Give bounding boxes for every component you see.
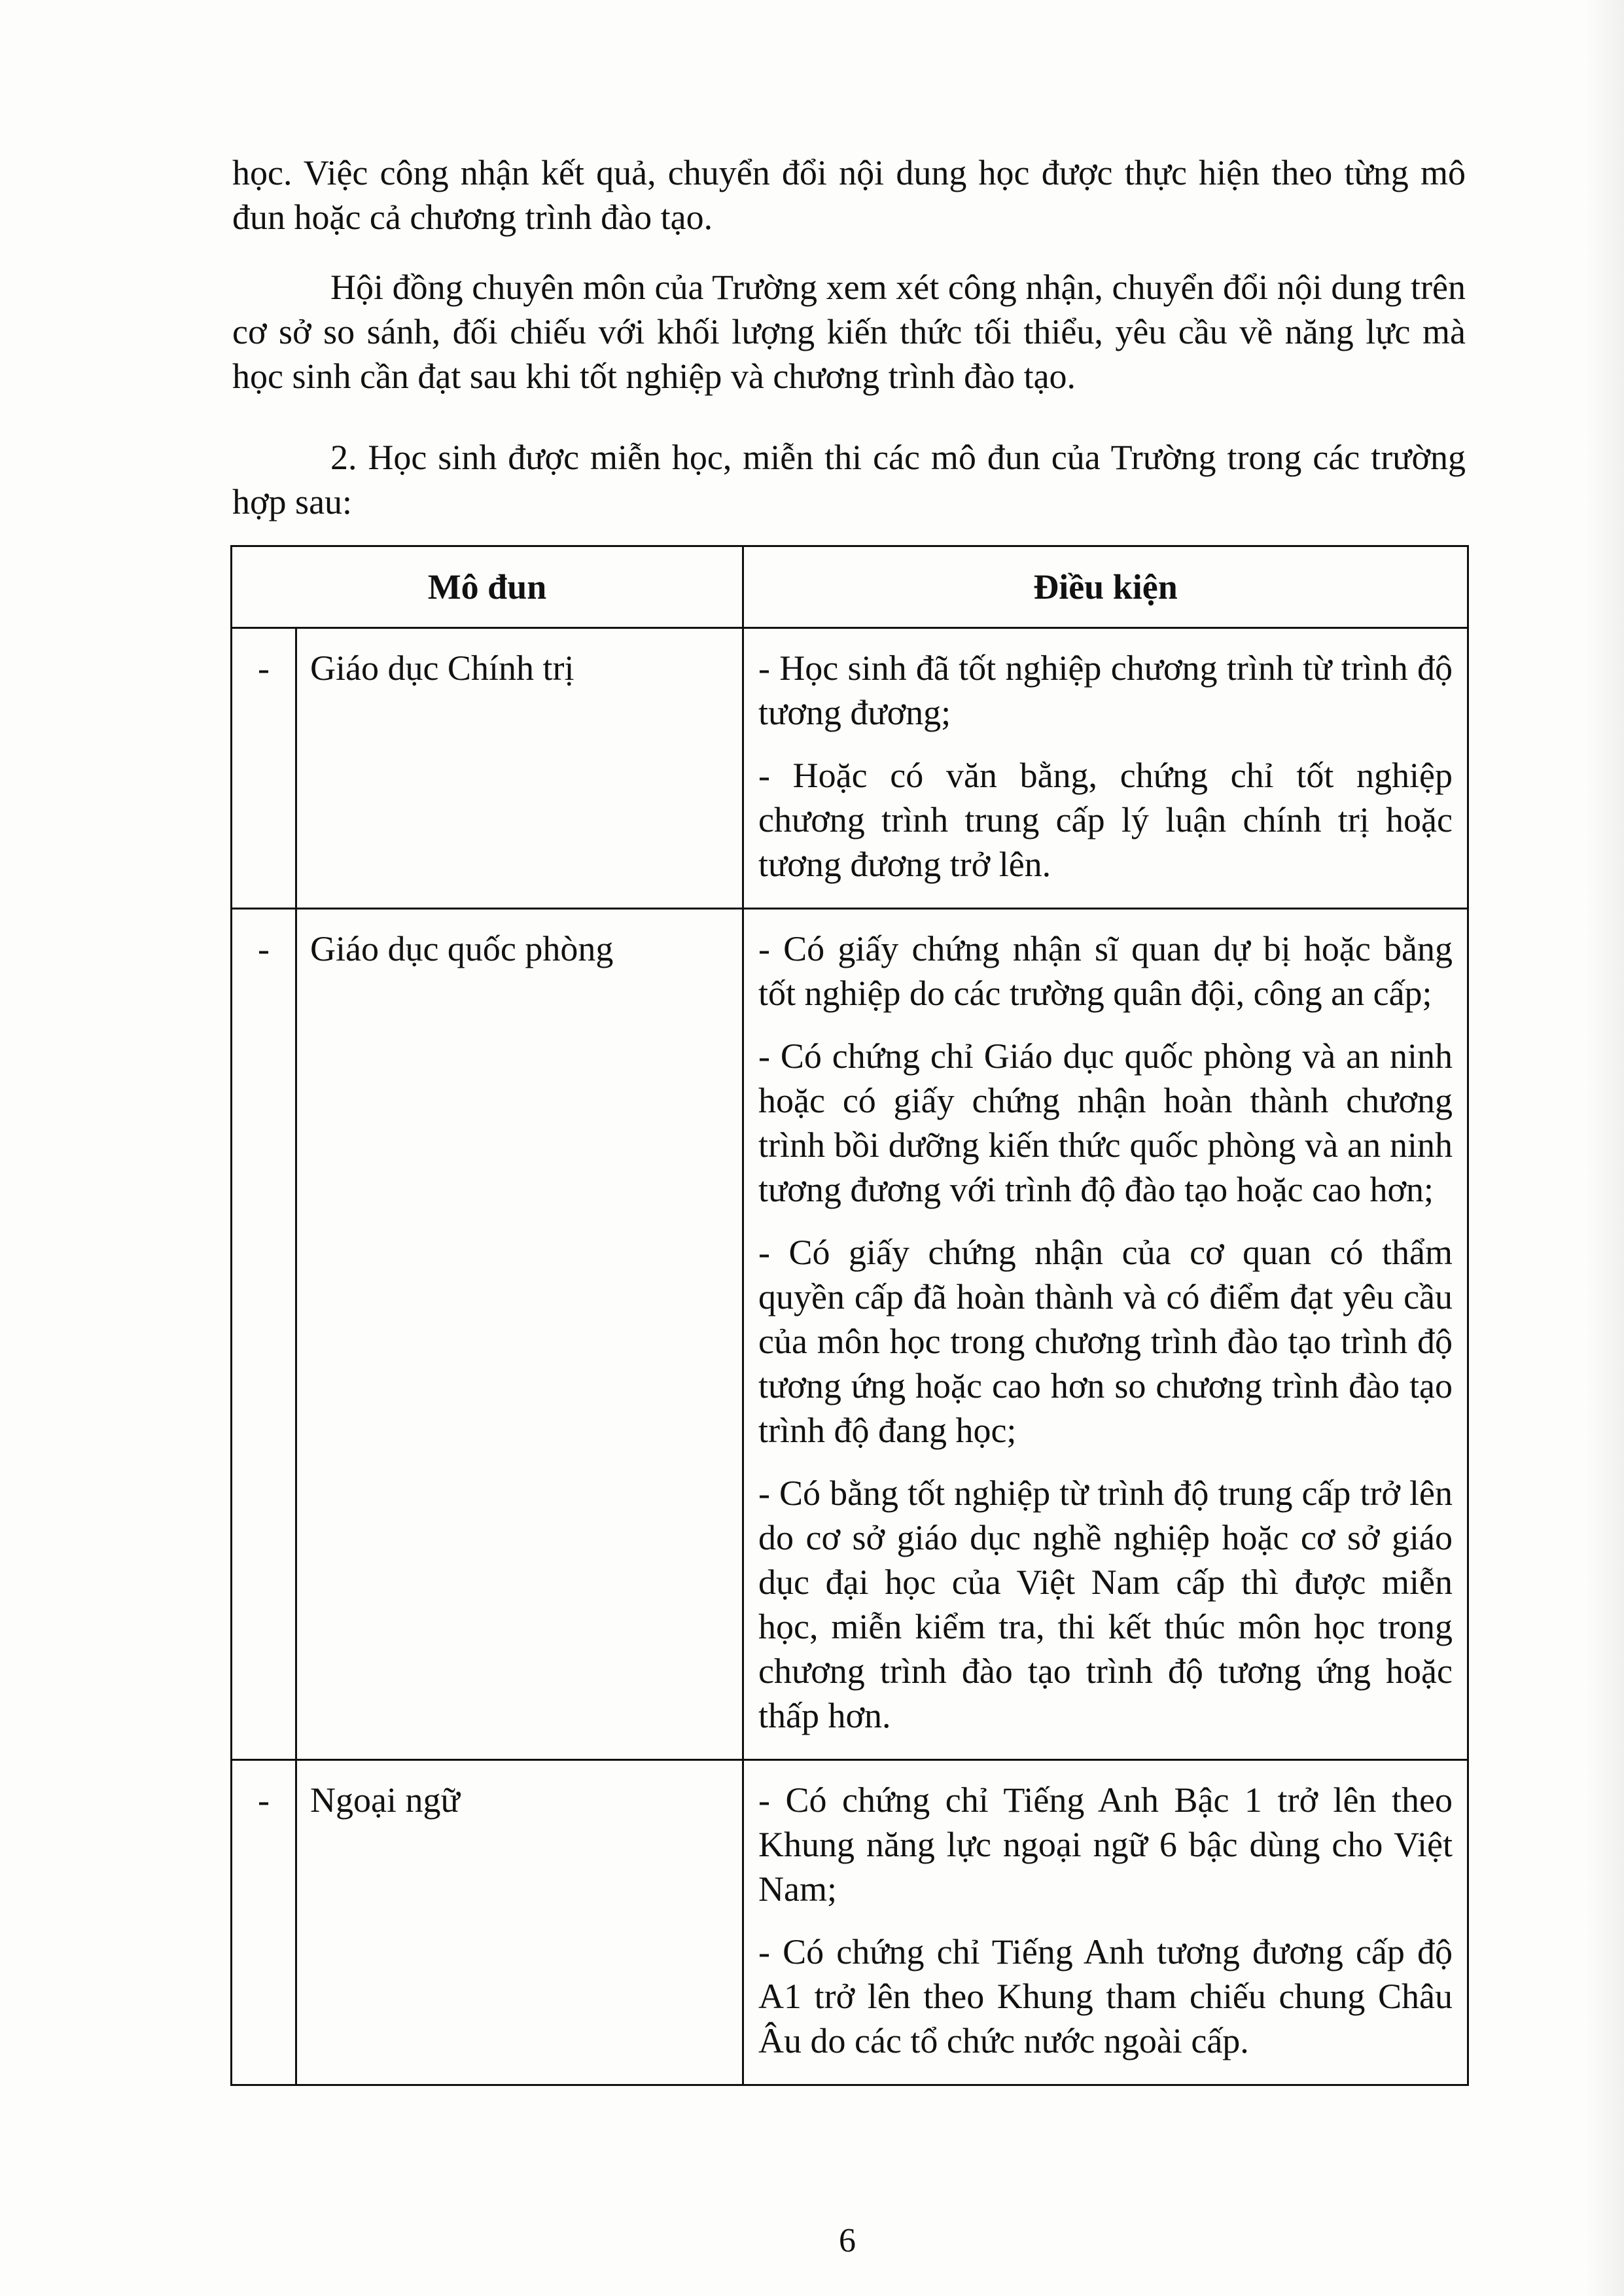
condition-item: - Có giấy chứng nhận sĩ quan dự bị hoặc bằng tốt nghiệp do các trường quân đội, công an cấp;: [758, 929, 1453, 1013]
header-condition: Điều kiện: [743, 546, 1468, 628]
module-name: Ngoại ngữ: [296, 1760, 743, 2085]
condition-item: - Học sinh đã tốt nghiệp chương trình từ trình độ tương đương;: [758, 648, 1453, 732]
table-header-row: [232, 546, 1468, 628]
table-row: [232, 909, 1468, 1760]
paragraph-exemption: 2. Học sinh được miễn học, miễn thi các mô đun của Trường trong các trường hợp sau:: [232, 438, 1466, 521]
condition-cell: [743, 1760, 1468, 2085]
page-number: 6: [839, 2222, 856, 2259]
condition-cell: [743, 909, 1468, 1760]
paragraph-intro: học. Việc công nhận kết quả, chuyển đổi nội dung học được thực hiện theo từng mô đun hoặc cả chương trình đào tạo.: [232, 153, 1466, 237]
row-dash: -: [232, 628, 296, 909]
module-name: Giáo dục Chính trị: [296, 628, 743, 909]
condition-item: - Có chứng chỉ Tiếng Anh Bậc 1 trở lên theo Khung năng lực ngoại ngữ 6 bậc dùng cho Việt Nam;: [758, 1780, 1453, 1909]
page-edge-shadow: [1585, 0, 1624, 2296]
condition-item: - Hoặc có văn bằng, chứng chỉ tốt nghiệp chương trình trung cấp lý luận chính trị hoặc tương đương trở lên.: [758, 756, 1453, 884]
row-dash: -: [232, 909, 296, 1760]
paragraph-council: Hội đồng chuyên môn của Trường xem xét công nhận, chuyển đổi nội dung trên cơ sở so sánh, đối chiếu với khối lượng kiến thức tối thiểu, yêu cầu về năng lực mà học sinh cần đạt sau khi tốt nghiệp và chương trình đào tạo.: [232, 268, 1466, 396]
table-row: [232, 1760, 1468, 2085]
condition-item: - Có chứng chỉ Tiếng Anh tương đương cấp độ A1 trở lên theo Khung tham chiếu chung Châu Âu do các tổ chức nước ngoài cấp.: [758, 1932, 1453, 2060]
module-name: Giáo dục quốc phòng: [296, 909, 743, 1760]
header-module: Mô đun: [232, 546, 743, 628]
exemption-table: [230, 545, 1469, 2086]
condition-cell: [743, 628, 1468, 909]
table-row: [232, 628, 1468, 909]
condition-item: - Có chứng chỉ Giáo dục quốc phòng và an ninh hoặc có giấy chứng nhận hoàn thành chương trình bồi dưỡng kiến thức quốc phòng và an ninh tương đương với trình độ đào tạo hoặc cao hơn;: [758, 1036, 1453, 1209]
row-dash: -: [232, 1760, 296, 2085]
condition-item: - Có giấy chứng nhận của cơ quan có thẩm quyền cấp đã hoàn thành và có điểm đạt yêu cầu của môn học trong chương trình đào tạo trình độ tương ứng hoặc cao hơn so chương trình đào tạo trình độ đang học;: [758, 1233, 1453, 1450]
condition-item: - Có bằng tốt nghiệp từ trình độ trung cấp trở lên do cơ sở giáo dục nghề nghiệp hoặc cơ sở giáo dục đại học của Việt Nam cấp thì được miễn học, miễn kiểm tra, thi kết thúc môn học trong chương trình đào tạo trình độ tương ứng hoặc thấp hơn.: [758, 1474, 1453, 1735]
